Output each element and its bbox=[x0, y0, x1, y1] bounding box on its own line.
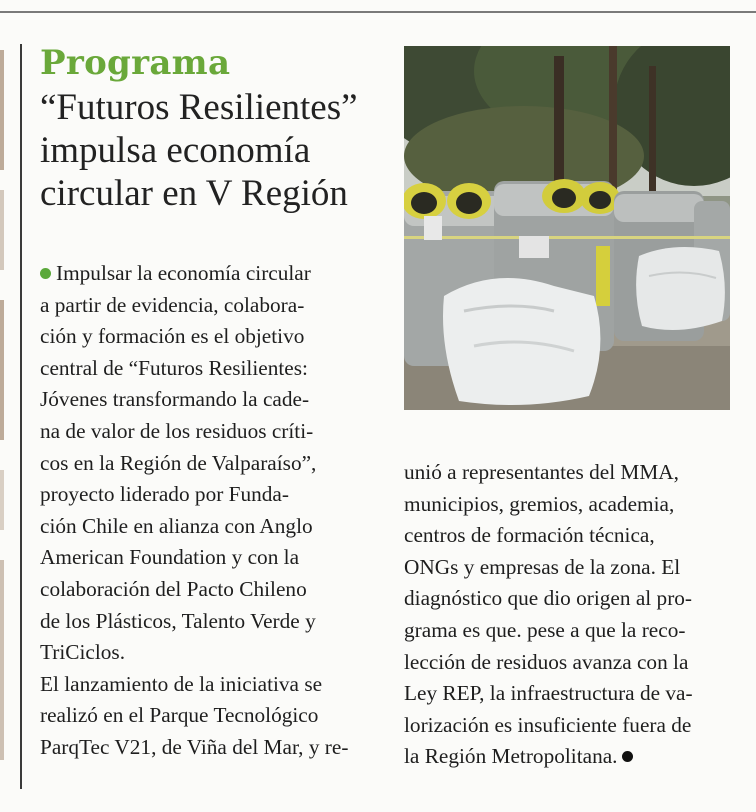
column-divider bbox=[20, 44, 22, 789]
headline-line: circular en V Región bbox=[40, 173, 348, 214]
headline-line: impulsa economía bbox=[40, 130, 311, 171]
green-dot-icon bbox=[40, 268, 51, 279]
body-line: a partir de evidencia, colabora- bbox=[40, 292, 305, 317]
body-line: cos en la Región de Valparaíso”, bbox=[40, 450, 317, 475]
body-line: realizó en el Parque Tecnológico bbox=[40, 703, 319, 728]
body-line: lorización es insuficiente fuera de bbox=[404, 712, 692, 737]
body-line: unió a representantes del MMA, bbox=[404, 460, 680, 484]
body-line: Ley REP, la infraestructura de va- bbox=[404, 681, 693, 706]
body-line: Jóvenes transformando la cade- bbox=[40, 387, 310, 412]
body-line: ción y formación es el objetivo bbox=[40, 324, 305, 349]
body-line: la Región Metropolitana. bbox=[404, 741, 734, 773]
body-line: ción Chile en alianza con Anglo bbox=[40, 513, 313, 538]
article-headline bbox=[40, 86, 380, 215]
body-line: TriCiclos. bbox=[40, 640, 126, 665]
body-line: El lanzamiento de la iniciativa se bbox=[40, 671, 323, 696]
body-line: central de “Futuros Resilientes: bbox=[40, 355, 308, 380]
headline-line: “Futuros Resilientes” bbox=[40, 87, 358, 128]
adjacent-article-edge bbox=[0, 40, 6, 780]
recycling-bins-photo bbox=[404, 46, 730, 410]
body-line: ONGs y empresas de la zona. El bbox=[404, 554, 681, 579]
body-line: American Foundation y con la bbox=[40, 545, 300, 570]
body-line: municipios, gremios, academia, bbox=[404, 491, 675, 516]
top-rule bbox=[0, 11, 756, 13]
body-line: proyecto liderado por Funda- bbox=[40, 482, 289, 507]
body-line: Impulsar la economía circular bbox=[40, 258, 372, 290]
body-line: na de valor de los residuos críti- bbox=[40, 418, 314, 443]
body-line: ParqTec V21, de Viña del Mar, y re- bbox=[40, 734, 349, 759]
body-line: de los Plásticos, Talento Verde y bbox=[40, 608, 316, 633]
body-line: lección de residuos avanza con la bbox=[404, 649, 689, 674]
article-kicker: Programa bbox=[40, 43, 231, 83]
article-body-column-1 bbox=[40, 258, 372, 764]
body-line: diagnóstico que dio origen al pro- bbox=[404, 586, 693, 611]
body-line: centros de formación técnica, bbox=[404, 523, 655, 548]
article-body-column-2 bbox=[404, 457, 734, 773]
body-line: grama es que. pese a que la reco- bbox=[404, 617, 686, 642]
body-line: colaboración del Pacto Chileno bbox=[40, 576, 307, 601]
black-dot-icon bbox=[622, 751, 633, 762]
